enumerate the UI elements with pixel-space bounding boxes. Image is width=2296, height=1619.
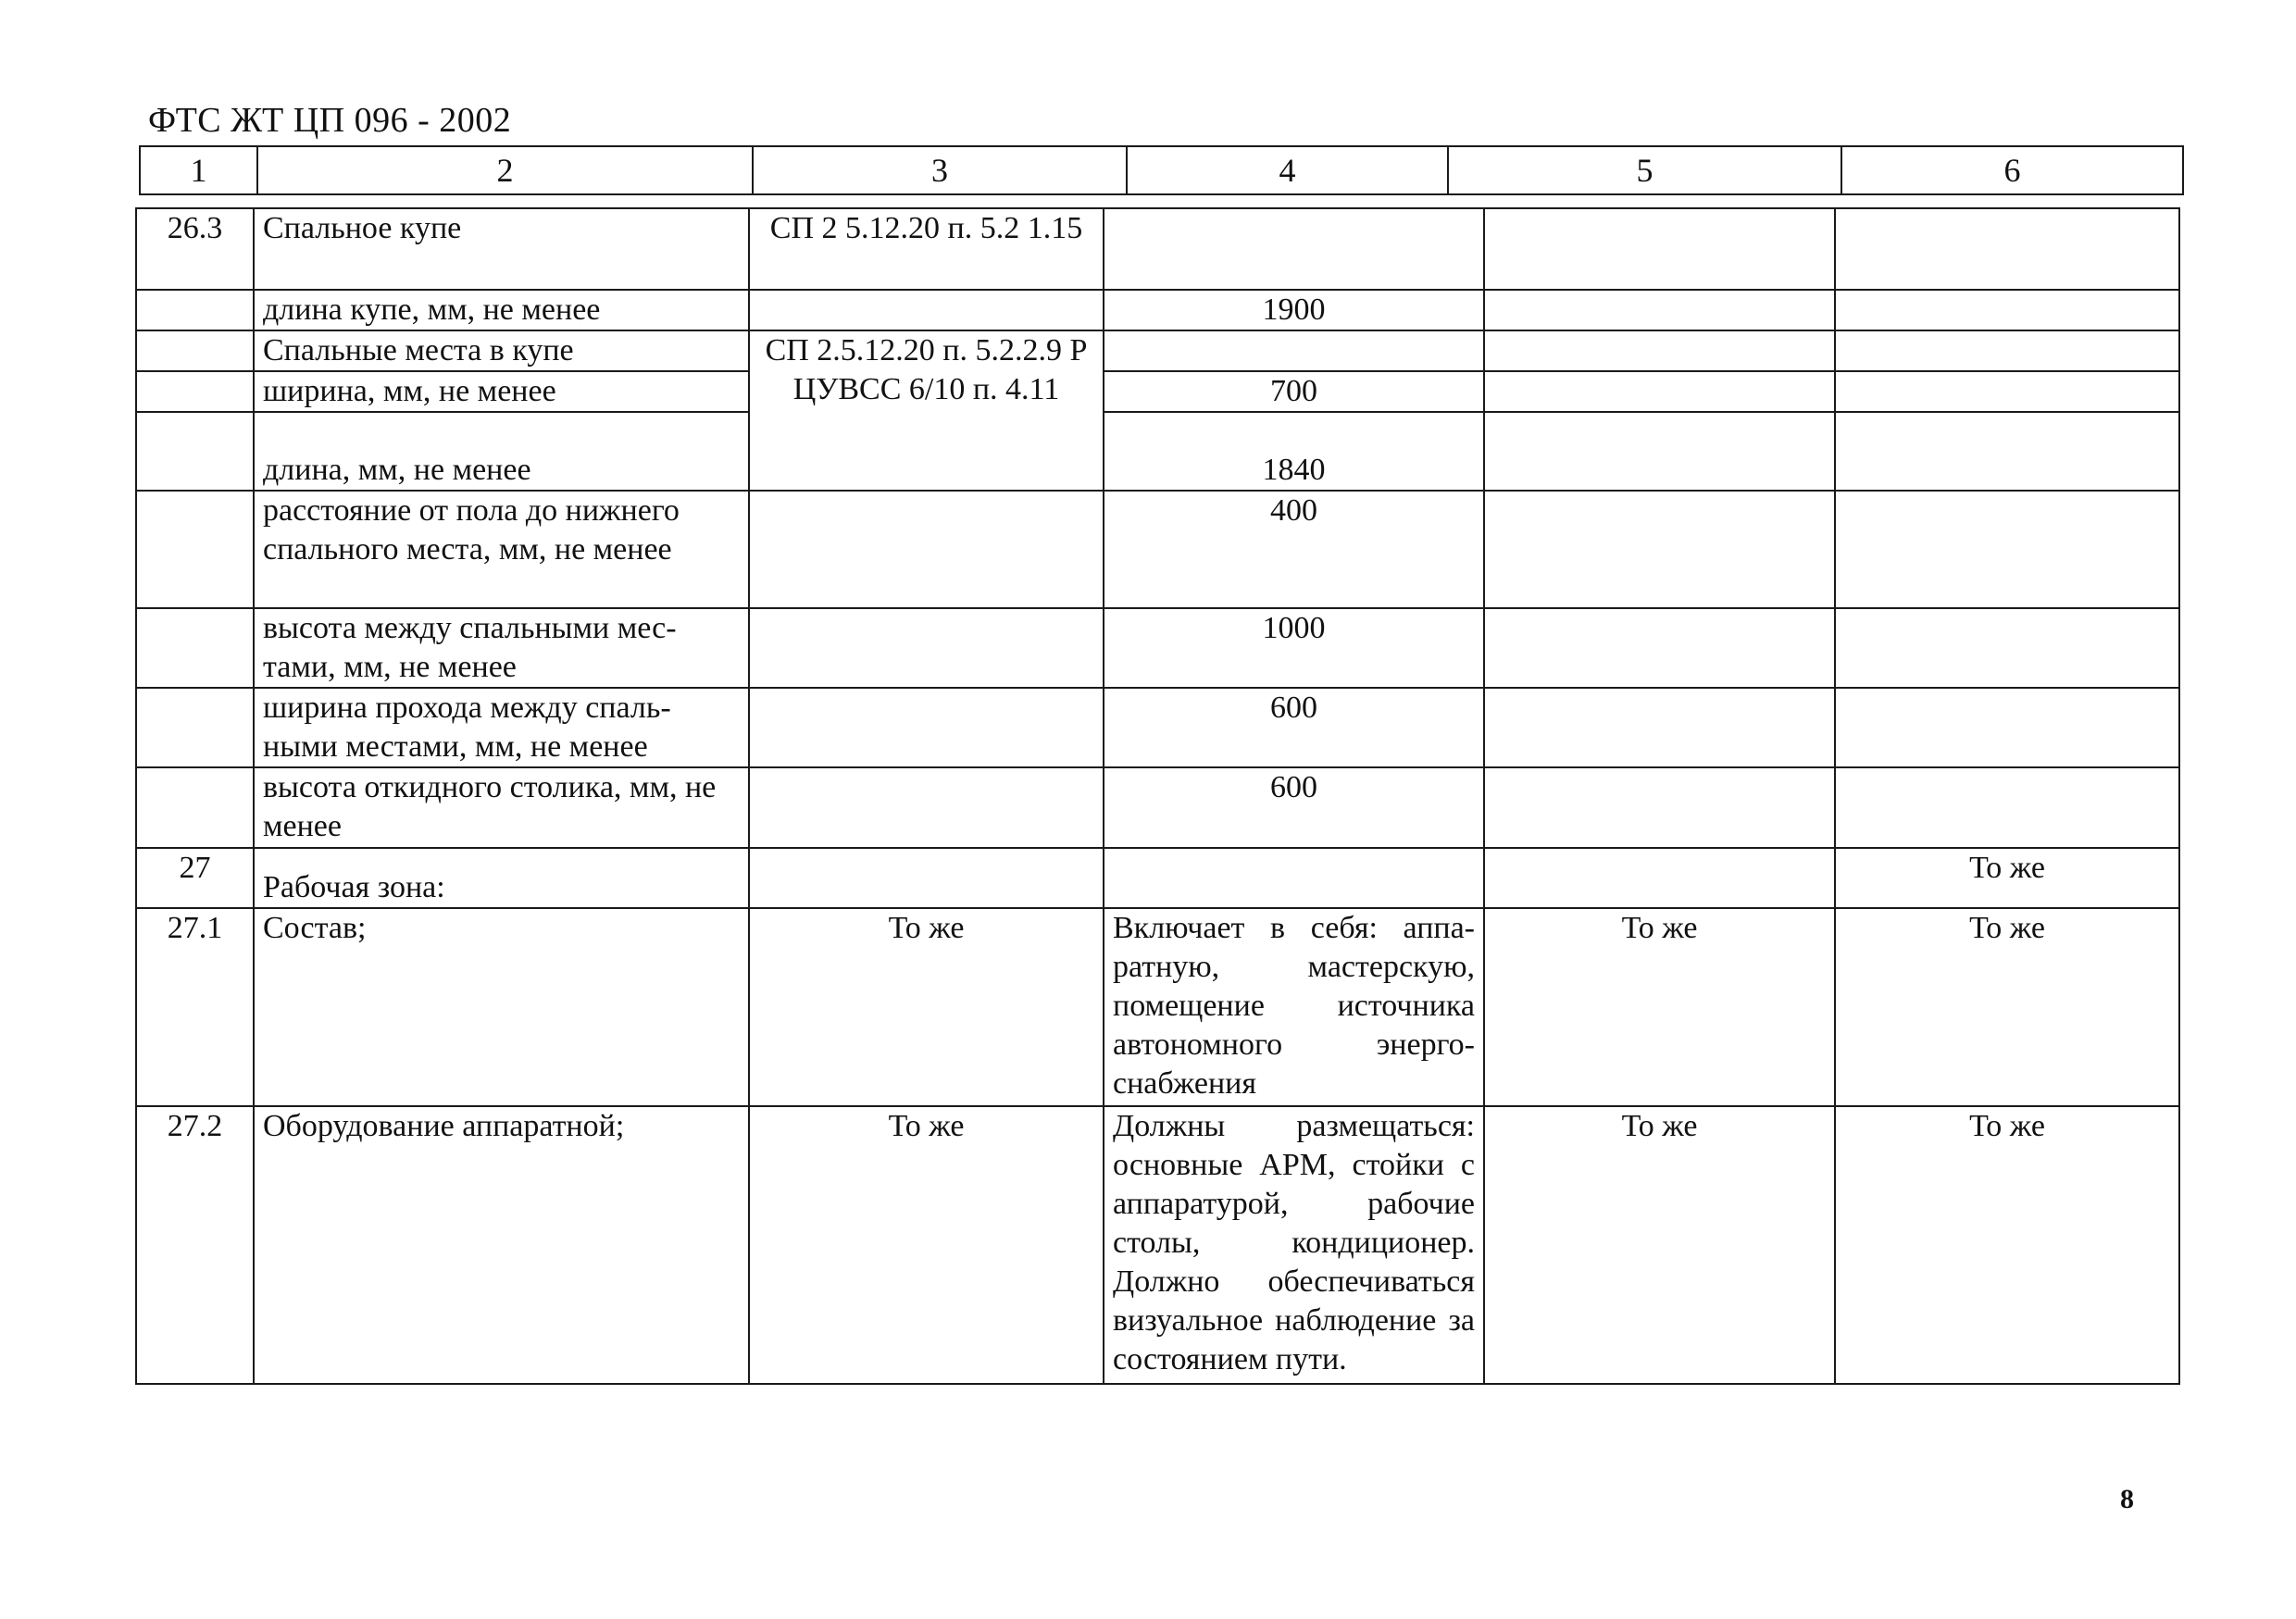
table-row: [136, 491, 2179, 608]
table-row: [136, 290, 2179, 330]
row-name: ширина прохода между спаль-ными местами, мм, не менее: [254, 688, 749, 767]
row-col6: [1835, 491, 2179, 608]
row-value: Должны размещаться: основные АРМ, стойки с аппаратурой, рабочие столы, кондиционер. Должно обеспечиваться визуальное наблюдение за состоянием пути.: [1104, 1106, 1484, 1384]
row-name: длина купе, мм, не менее: [254, 290, 749, 330]
row-col5: [1484, 688, 1835, 767]
row-col5: [1484, 330, 1835, 371]
row-col5: [1484, 208, 1835, 290]
row-value: 600: [1104, 688, 1484, 767]
row-col6: [1835, 371, 2179, 412]
row-col5: То же: [1484, 1106, 1835, 1384]
column-header-row: [140, 146, 2183, 194]
column-header-4: 4: [1127, 146, 1448, 194]
row-reference: [749, 688, 1104, 767]
row-number: [136, 412, 254, 491]
table-row: [136, 208, 2179, 290]
row-number: 27: [136, 848, 254, 908]
table-row: [136, 371, 2179, 412]
page-number: 8: [2120, 1484, 2134, 1514]
row-number: [136, 608, 254, 688]
document-code: ФТС ЖТ ЦП 096 - 2002: [148, 101, 512, 140]
row-value: 1000: [1104, 608, 1484, 688]
column-header-3: 3: [753, 146, 1127, 194]
table-row: [136, 908, 2179, 1106]
row-reference: СП 2.5.12.20 п. 5.2.2.9 Р ЦУВСС 6/10 п. 4.11: [749, 330, 1104, 491]
row-col5: [1484, 371, 1835, 412]
row-value: 1840: [1104, 412, 1484, 491]
row-name: ширина, мм, не менее: [254, 371, 749, 412]
row-name: Спальное купе: [254, 208, 749, 290]
column-header-6: 6: [1841, 146, 2183, 194]
column-header-5: 5: [1448, 146, 1841, 194]
table-row: [136, 608, 2179, 688]
row-col6: То же: [1835, 908, 2179, 1106]
column-header-2: 2: [257, 146, 753, 194]
table-row: [136, 767, 2179, 848]
row-col5: То же: [1484, 908, 1835, 1106]
row-value: [1104, 848, 1484, 908]
row-number: [136, 688, 254, 767]
row-reference: [749, 608, 1104, 688]
row-reference: [749, 767, 1104, 848]
table-row: [136, 688, 2179, 767]
row-number: 26.3: [136, 208, 254, 290]
row-number: 27.2: [136, 1106, 254, 1384]
column-header-1: 1: [140, 146, 257, 194]
row-col6: [1835, 412, 2179, 491]
row-reference: То же: [749, 1106, 1104, 1384]
row-col5: [1484, 412, 1835, 491]
row-number: [136, 330, 254, 371]
row-name: Спальные места в купе: [254, 330, 749, 371]
row-number: [136, 290, 254, 330]
row-value: 1900: [1104, 290, 1484, 330]
table-row: [136, 1106, 2179, 1384]
row-col6: [1835, 608, 2179, 688]
row-reference: [749, 290, 1104, 330]
table-row: [136, 848, 2179, 908]
table-row: [136, 412, 2179, 491]
row-value: Включает в себя: аппа-ратную, мастерскую, помещение источника автономного энерго-снабжения: [1104, 908, 1484, 1106]
row-name: высота откидного столика, мм, не менее: [254, 767, 749, 848]
row-col6: То же: [1835, 848, 2179, 908]
row-number: [136, 371, 254, 412]
row-value: 600: [1104, 767, 1484, 848]
row-name: Рабочая зона:: [254, 848, 749, 908]
row-col5: [1484, 767, 1835, 848]
row-name: Состав;: [254, 908, 749, 1106]
row-value: 700: [1104, 371, 1484, 412]
row-name: высота между спальными мес-тами, мм, не менее: [254, 608, 749, 688]
row-value: [1104, 330, 1484, 371]
requirements-table: [135, 207, 2180, 1385]
row-number: [136, 491, 254, 608]
row-value: [1104, 208, 1484, 290]
row-col6: [1835, 330, 2179, 371]
column-header-table: [139, 145, 2184, 195]
row-reference: То же: [749, 908, 1104, 1106]
row-number: [136, 767, 254, 848]
row-reference: [749, 848, 1104, 908]
row-col6: То же: [1835, 1106, 2179, 1384]
row-col6: [1835, 208, 2179, 290]
row-col5: [1484, 608, 1835, 688]
row-name: расстояние от пола до нижнего спального места, мм, не менее: [254, 491, 749, 608]
row-col6: [1835, 688, 2179, 767]
row-number: 27.1: [136, 908, 254, 1106]
row-name: Оборудование аппаратной;: [254, 1106, 749, 1384]
row-col5: [1484, 290, 1835, 330]
row-col5: [1484, 491, 1835, 608]
row-reference: СП 2 5.12.20 п. 5.2 1.15: [749, 208, 1104, 290]
row-col6: [1835, 290, 2179, 330]
row-reference: [749, 491, 1104, 608]
row-name: длина, мм, не менее: [254, 412, 749, 491]
table-row: [136, 330, 2179, 371]
row-value: 400: [1104, 491, 1484, 608]
row-col6: [1835, 767, 2179, 848]
row-col5: [1484, 848, 1835, 908]
